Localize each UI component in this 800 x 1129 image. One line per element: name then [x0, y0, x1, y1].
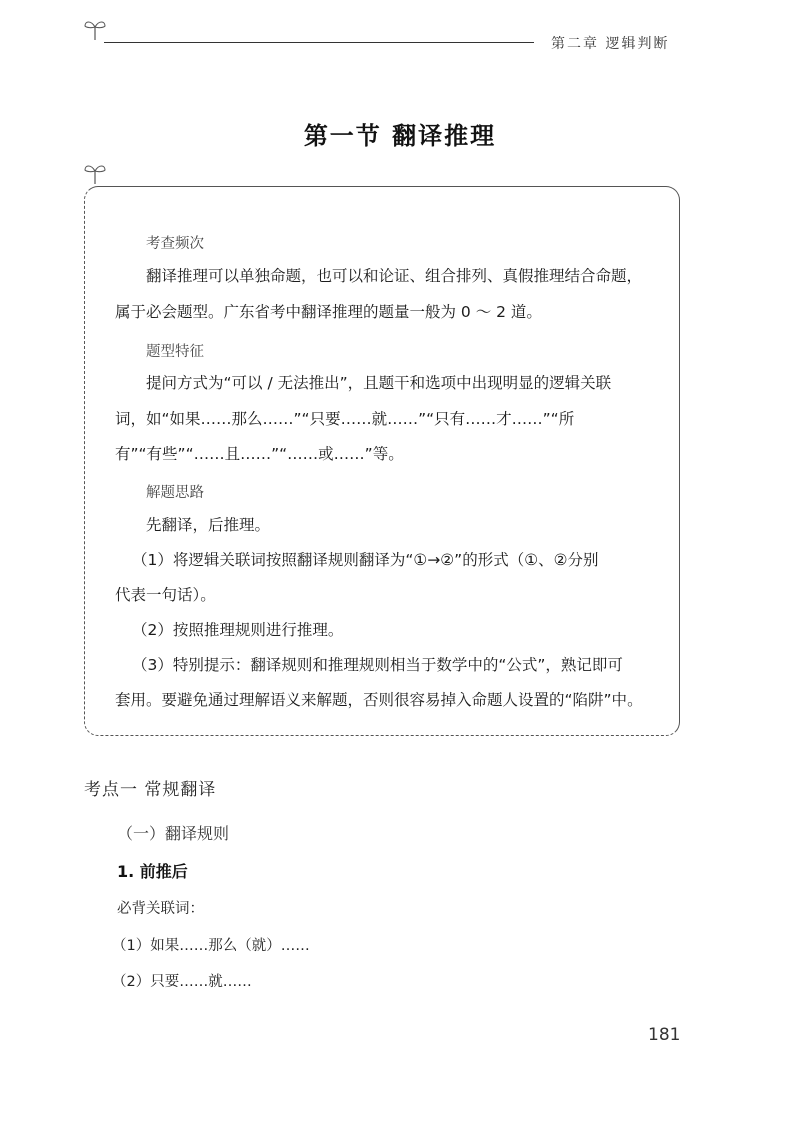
section-title: 第一节 翻译推理 — [303, 122, 497, 150]
box-text: 有”“有些”“……且……”“……或……”等。 — [115, 445, 404, 463]
box-text: 先翻译，后推理。 — [146, 516, 271, 534]
box-text: 提问方式为“可以 / 无法推出”，且题干和选项中出现明显的逻辑关联 — [146, 374, 612, 392]
box-text: 翻译推理可以单独命题，也可以和论证、组合排列、真假推理结合命题， — [146, 267, 643, 285]
box-text: （2）按照推理规则进行推理。 — [132, 621, 344, 639]
box-text: 套用。要避免通过理解语义来解题，否则很容易掉入命题人设置的“陷阱”中。 — [115, 691, 643, 709]
box-text: （1）将逻辑关联词按照翻译规则翻译为“①→②”的形式（①、②分别 — [132, 551, 599, 569]
box-heading-features: 题型特征 — [146, 344, 204, 360]
header-rule — [104, 42, 534, 43]
box-text: （3）特别提示：翻译规则和推理规则相当于数学中的“公式”，熟记即可 — [132, 656, 623, 674]
sprout-icon — [82, 16, 108, 42]
list-item: （2）只要……就…… — [112, 974, 252, 990]
body-text: 必背关联词： — [117, 901, 204, 917]
chapter-header: 第二章 逻辑判断 — [551, 36, 670, 52]
rule-heading: 1. 前推后 — [117, 862, 188, 881]
box-text: 属于必会题型。广东省考中翻译推理的题量一般为 0 ～ 2 道。 — [115, 303, 542, 321]
box-text: 词，如“如果……那么……”“只要……就……”“只有……才……”“所 — [115, 410, 575, 428]
topic-heading: 考点一 常规翻译 — [84, 780, 217, 800]
sprout-icon — [82, 160, 108, 186]
subsection-heading: （一）翻译规则 — [117, 824, 230, 843]
list-item: （1）如果……那么（就）…… — [112, 938, 310, 954]
box-text: 代表一句话）。 — [115, 586, 216, 604]
box-heading-frequency: 考查频次 — [146, 236, 204, 252]
box-heading-approach: 解题思路 — [146, 485, 204, 501]
page-number: 181 — [648, 1025, 681, 1045]
